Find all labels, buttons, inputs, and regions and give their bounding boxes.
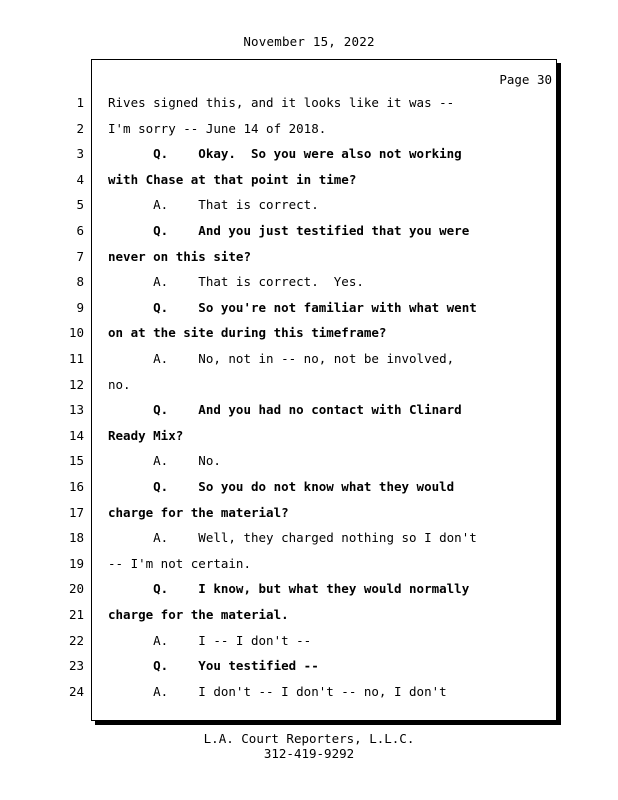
transcript-line — [0, 556, 618, 576]
transcript-line — [0, 249, 618, 269]
line-number: 15 — [68, 453, 84, 469]
transcript-line — [0, 146, 618, 166]
line-text: A. No. — [108, 453, 221, 469]
line-text: Q. I know, but what they would normally — [108, 581, 470, 597]
line-number: 12 — [68, 376, 84, 392]
line-text: -- I'm not certain. — [108, 555, 251, 571]
line-text: never on this site? — [108, 248, 251, 264]
line-text: Q. So you're not familiar with what went — [108, 299, 477, 315]
line-text: A. That is correct. Yes. — [108, 274, 364, 290]
line-number: 10 — [68, 325, 84, 341]
line-text: A. No, not in -- no, not be involved, — [108, 351, 455, 366]
transcript-line — [0, 402, 618, 422]
line-number: 22 — [68, 632, 84, 648]
transcript-line — [0, 223, 618, 243]
line-number: 4 — [76, 171, 84, 187]
transcript-line — [0, 453, 618, 473]
transcript-line — [0, 505, 618, 525]
line-number: 23 — [68, 658, 84, 674]
transcript-line — [0, 530, 618, 550]
transcript-line — [0, 658, 618, 678]
line-number: 11 — [68, 351, 84, 366]
line-text: on at the site during this timeframe? — [108, 325, 387, 341]
header-date: November 15, 2022 — [243, 34, 375, 49]
transcript-line — [0, 479, 618, 499]
footer-company: L.A. Court Reporters, L.L.C. — [203, 731, 415, 746]
line-text: Q. Okay. So you were also not working — [108, 146, 462, 162]
line-number: 1 — [76, 95, 84, 110]
line-text: charge for the material? — [108, 504, 289, 520]
footer-phone: 312-419-9292 — [263, 746, 355, 761]
transcript-line — [0, 300, 618, 320]
line-text: no. — [108, 376, 131, 392]
transcript-line — [0, 351, 618, 371]
line-text: A. That is correct. — [108, 197, 319, 213]
line-text: A. I -- I don't -- — [108, 632, 312, 648]
transcript-line — [0, 95, 618, 115]
transcript-line — [0, 325, 618, 345]
line-number: 5 — [76, 197, 84, 213]
transcript-line — [0, 581, 618, 601]
line-number: 19 — [68, 555, 84, 571]
transcript-line — [0, 684, 618, 704]
line-number: 13 — [68, 402, 84, 418]
line-number: 3 — [76, 146, 84, 162]
transcript-line — [0, 428, 618, 448]
line-text: charge for the material. — [108, 607, 289, 622]
line-number: 9 — [76, 299, 84, 315]
transcript-line — [0, 377, 618, 397]
line-text: Q. And you had no contact with Clinard — [108, 402, 462, 418]
transcript-line — [0, 633, 618, 653]
line-number: 24 — [68, 683, 84, 699]
line-text: I'm sorry -- June 14 of 2018. — [108, 120, 327, 136]
line-number: 18 — [68, 530, 84, 546]
line-text: Rives signed this, and it looks like it was -- — [108, 95, 455, 110]
line-number: 16 — [68, 479, 84, 494]
line-number: 7 — [76, 248, 84, 264]
line-number: 17 — [68, 504, 84, 520]
line-number: 20 — [68, 581, 84, 597]
transcript-line — [0, 607, 618, 627]
line-text: Ready Mix? — [108, 427, 184, 443]
line-text: A. Well, they charged nothing so I don't — [108, 530, 477, 546]
line-number: 8 — [76, 274, 84, 290]
page-number: Page 30 — [499, 72, 552, 87]
line-text: Q. So you do not know what they would — [108, 479, 455, 494]
transcript-line — [0, 197, 618, 217]
line-text: with Chase at that point in time? — [108, 171, 357, 187]
line-number: 14 — [68, 427, 84, 443]
transcript-line — [0, 172, 618, 192]
transcript-line — [0, 274, 618, 294]
line-number: 21 — [68, 607, 84, 622]
line-number: 6 — [76, 223, 84, 238]
line-number: 2 — [76, 120, 84, 136]
transcript-line — [0, 121, 618, 141]
line-text: Q. And you just testified that you were — [108, 223, 470, 238]
line-text: Q. You testified -- — [108, 658, 319, 674]
line-text: A. I don't -- I don't -- no, I don't — [108, 683, 447, 699]
